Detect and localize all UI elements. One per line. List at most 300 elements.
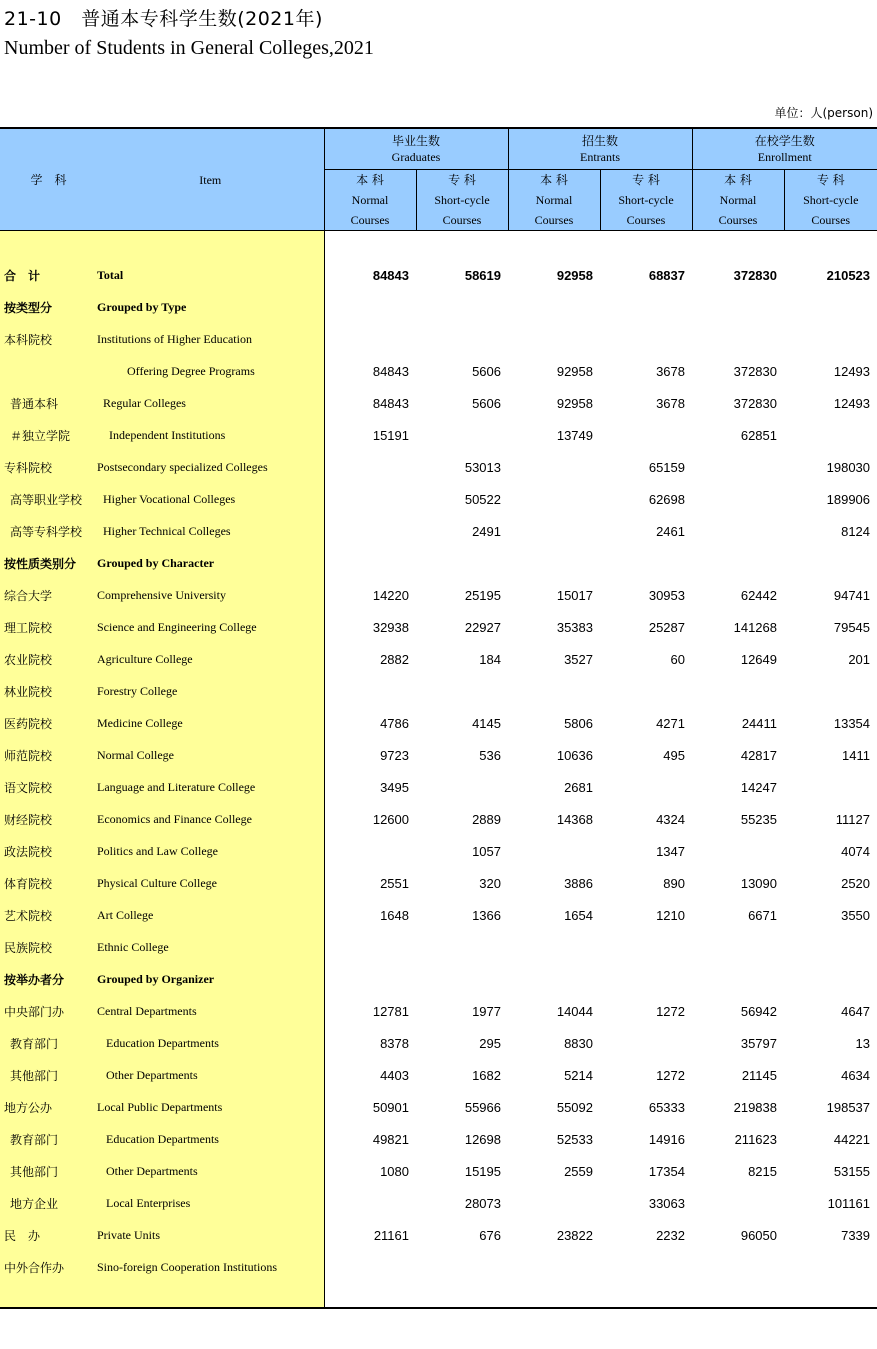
row-label-cn: 语文院校 bbox=[0, 771, 97, 803]
value-cell: 3550 bbox=[841, 907, 871, 923]
table-row bbox=[0, 451, 877, 483]
table-title-cn: 21-10 普通本专科学生数(2021年) bbox=[4, 8, 323, 30]
value-cell: 2551 bbox=[324, 867, 416, 899]
value-cell: 4145 bbox=[472, 715, 501, 731]
row-label-en: Higher Technical Colleges bbox=[97, 515, 324, 547]
value-cell: 79545 bbox=[833, 619, 871, 635]
value-cell bbox=[692, 1187, 784, 1219]
row-label-cn: 医药院校 bbox=[0, 707, 97, 739]
table-row bbox=[0, 1219, 877, 1251]
value-cell: 372830 bbox=[733, 363, 777, 379]
value-cell bbox=[324, 323, 416, 355]
value-cell bbox=[416, 963, 508, 995]
value-cell: 60 bbox=[670, 651, 685, 667]
value-cell bbox=[692, 963, 784, 995]
value-cell: 12649 bbox=[740, 651, 777, 667]
row-label-en: Language and Literature College bbox=[97, 771, 324, 803]
value-cell: 65333 bbox=[648, 1099, 685, 1115]
value-cell bbox=[600, 771, 692, 803]
students-table bbox=[0, 127, 877, 1309]
row-label-en: Institutions of Higher Education bbox=[97, 323, 324, 355]
value-cell: 8378 bbox=[324, 1027, 416, 1059]
value-cell bbox=[508, 483, 600, 515]
value-cell bbox=[600, 1027, 692, 1059]
value-cell: 42817 bbox=[740, 747, 777, 763]
value-cell bbox=[692, 451, 784, 483]
table-row bbox=[0, 707, 877, 739]
row-label-en: Other Departments bbox=[97, 1059, 324, 1091]
row-label-en: Science and Engineering College bbox=[97, 611, 324, 643]
value-cell: 13749 bbox=[556, 427, 593, 443]
subheader-en: Short-cycle bbox=[618, 193, 674, 207]
value-cell: 3678 bbox=[656, 395, 685, 411]
value-cell bbox=[416, 323, 508, 355]
table-row bbox=[0, 323, 877, 355]
value-cell: 2889 bbox=[472, 811, 501, 827]
value-cell: 1272 bbox=[656, 1003, 685, 1019]
value-cell: 15017 bbox=[556, 587, 593, 603]
value-cell bbox=[324, 483, 416, 515]
group-header-enrollment bbox=[692, 128, 877, 170]
value-cell: 15191 bbox=[324, 419, 416, 451]
value-cell: 7339 bbox=[841, 1227, 871, 1243]
row-label-en: Independent Institutions bbox=[97, 419, 324, 451]
row-label-cn: 民族院校 bbox=[0, 931, 97, 963]
row-label-cn bbox=[0, 355, 97, 387]
subheader-en: Courses bbox=[718, 213, 758, 227]
row-label-en: Higher Vocational Colleges bbox=[97, 483, 324, 515]
row-label-cn: 按性质类别分 bbox=[0, 547, 97, 579]
group-header-cn: 招生数 bbox=[581, 134, 618, 148]
value-cell: 101161 bbox=[827, 1195, 871, 1211]
spacer-row bbox=[0, 231, 877, 260]
value-cell: 55966 bbox=[464, 1099, 501, 1115]
value-cell: 4786 bbox=[324, 707, 416, 739]
value-cell bbox=[784, 419, 877, 451]
value-cell bbox=[508, 323, 600, 355]
value-cell: 62851 bbox=[740, 427, 777, 443]
value-cell bbox=[784, 931, 877, 963]
value-cell: 28073 bbox=[464, 1195, 501, 1211]
table-row bbox=[0, 1059, 877, 1091]
subheader-cn: 专 科 bbox=[816, 173, 845, 187]
value-cell: 23822 bbox=[556, 1227, 593, 1243]
row-label-en: Sino-foreign Cooperation Institutions bbox=[97, 1251, 324, 1283]
row-label-en: Art College bbox=[97, 899, 324, 931]
row-label-en: Physical Culture College bbox=[97, 867, 324, 899]
value-cell: 12600 bbox=[324, 803, 416, 835]
value-cell: 1272 bbox=[656, 1067, 685, 1083]
value-cell bbox=[692, 675, 784, 707]
value-cell: 9723 bbox=[324, 739, 416, 771]
row-label-cn: 综合大学 bbox=[0, 579, 97, 611]
value-cell: 8830 bbox=[564, 1035, 593, 1051]
value-cell: 5806 bbox=[564, 715, 593, 731]
subheader-short-cycle-courses bbox=[600, 170, 692, 231]
value-cell: 4634 bbox=[841, 1067, 871, 1083]
value-cell bbox=[416, 931, 508, 963]
value-cell: 5214 bbox=[564, 1067, 593, 1083]
value-cell: 4074 bbox=[841, 843, 871, 859]
subheader-cn: 本 科 bbox=[356, 173, 384, 187]
value-cell: 6671 bbox=[748, 907, 777, 923]
value-cell: 21145 bbox=[741, 1067, 777, 1083]
value-cell: 10636 bbox=[556, 747, 593, 763]
value-cell: 12493 bbox=[833, 395, 871, 411]
table-row bbox=[0, 771, 877, 803]
value-cell: 2882 bbox=[324, 643, 416, 675]
value-cell: 189906 bbox=[826, 491, 871, 507]
value-cell: 13090 bbox=[740, 875, 777, 891]
row-label-cn: 其他部门 bbox=[0, 1059, 97, 1091]
value-cell: 33063 bbox=[648, 1195, 685, 1211]
value-cell bbox=[600, 931, 692, 963]
value-cell bbox=[508, 291, 600, 323]
row-label-cn: 按类型分 bbox=[0, 291, 97, 323]
row-label-cn: 民 办 bbox=[0, 1219, 97, 1251]
row-label-cn: 按举办者分 bbox=[0, 963, 97, 995]
row-label-en: Local Enterprises bbox=[97, 1187, 324, 1219]
value-cell: 65159 bbox=[648, 459, 685, 475]
value-cell bbox=[784, 323, 877, 355]
subheader-cn: 本 科 bbox=[724, 173, 752, 187]
subheader-en: Normal bbox=[351, 193, 389, 207]
value-cell bbox=[600, 1251, 692, 1283]
row-label-en: Regular Colleges bbox=[97, 387, 324, 419]
value-cell bbox=[416, 291, 508, 323]
value-cell: 8215 bbox=[748, 1163, 777, 1179]
value-cell: 44221 bbox=[833, 1131, 871, 1147]
table-row bbox=[0, 579, 877, 611]
value-cell: 22927 bbox=[464, 619, 501, 635]
value-cell: 295 bbox=[479, 1035, 501, 1051]
unit-label: 单位：人(person) bbox=[774, 106, 873, 120]
row-label-cn: 教育部门 bbox=[0, 1027, 97, 1059]
row-label-en: Central Departments bbox=[97, 995, 324, 1027]
row-label-cn: 地方公办 bbox=[0, 1091, 97, 1123]
subheader-normal-courses bbox=[692, 170, 784, 231]
item-header-cn: 学 科 bbox=[0, 128, 97, 231]
value-cell: 1977 bbox=[472, 1003, 501, 1019]
value-cell bbox=[508, 1187, 600, 1219]
value-cell: 24411 bbox=[741, 715, 777, 731]
value-cell bbox=[508, 451, 600, 483]
value-cell: 58619 bbox=[464, 267, 501, 283]
subheader-normal-courses bbox=[508, 170, 600, 231]
value-cell: 2461 bbox=[656, 523, 685, 539]
row-label-en: Postsecondary specialized Colleges bbox=[97, 451, 324, 483]
value-cell: 11127 bbox=[835, 811, 871, 827]
value-cell: 4271 bbox=[656, 715, 685, 731]
row-label-cn: 本科院校 bbox=[0, 323, 97, 355]
value-cell: 1682 bbox=[472, 1067, 501, 1083]
value-cell bbox=[324, 291, 416, 323]
value-cell: 32938 bbox=[324, 611, 416, 643]
row-label-cn: 中外合作办 bbox=[0, 1251, 97, 1283]
value-cell: 2520 bbox=[841, 875, 871, 891]
group-header-en: Graduates bbox=[391, 150, 441, 164]
value-cell: 184 bbox=[479, 651, 501, 667]
row-label-cn: 合 计 bbox=[0, 259, 97, 291]
value-cell: 5606 bbox=[472, 363, 501, 379]
value-cell bbox=[508, 515, 600, 547]
value-cell bbox=[692, 835, 784, 867]
value-cell bbox=[600, 675, 692, 707]
group-header-cn: 毕业生数 bbox=[391, 134, 440, 148]
value-cell: 13354 bbox=[833, 715, 871, 731]
value-cell bbox=[324, 451, 416, 483]
value-cell: 14044 bbox=[556, 1003, 593, 1019]
row-label-cn: ＃独立学院 bbox=[0, 419, 97, 451]
value-cell: 3527 bbox=[564, 651, 593, 667]
table-title-en: Number of Students in General Colleges,2021 bbox=[4, 37, 374, 59]
value-cell bbox=[784, 675, 877, 707]
value-cell bbox=[692, 515, 784, 547]
table-row bbox=[0, 419, 877, 451]
value-cell: 5606 bbox=[472, 395, 501, 411]
value-cell: 4647 bbox=[841, 1003, 871, 1019]
value-cell: 141268 bbox=[733, 619, 777, 635]
table-row bbox=[0, 675, 877, 707]
table-row bbox=[0, 355, 877, 387]
row-label-cn: 农业院校 bbox=[0, 643, 97, 675]
value-cell: 320 bbox=[479, 875, 501, 891]
value-cell: 35383 bbox=[556, 619, 593, 635]
value-cell bbox=[784, 963, 877, 995]
value-cell bbox=[324, 835, 416, 867]
value-cell bbox=[324, 547, 416, 579]
value-cell: 62442 bbox=[740, 587, 777, 603]
value-cell bbox=[324, 675, 416, 707]
value-cell bbox=[416, 771, 508, 803]
subheader-en: Courses bbox=[811, 213, 851, 227]
value-cell bbox=[600, 291, 692, 323]
table-row bbox=[0, 867, 877, 899]
value-cell: 62698 bbox=[648, 491, 685, 507]
table-end-row bbox=[0, 1283, 877, 1308]
value-cell bbox=[784, 1251, 877, 1283]
value-cell bbox=[508, 963, 600, 995]
value-cell: 30953 bbox=[648, 587, 685, 603]
value-cell: 50901 bbox=[324, 1091, 416, 1123]
row-label-en: Total bbox=[97, 259, 324, 291]
row-label-cn: 林业院校 bbox=[0, 675, 97, 707]
value-cell: 96050 bbox=[740, 1227, 777, 1243]
value-cell: 14247 bbox=[740, 779, 777, 795]
value-cell: 55092 bbox=[556, 1099, 593, 1115]
subheader-short-cycle-courses bbox=[416, 170, 508, 231]
value-cell bbox=[416, 675, 508, 707]
value-cell bbox=[508, 1251, 600, 1283]
value-cell bbox=[692, 1251, 784, 1283]
table-row bbox=[0, 1187, 877, 1219]
value-cell: 3495 bbox=[324, 771, 416, 803]
table-row bbox=[0, 1027, 877, 1059]
value-cell bbox=[692, 483, 784, 515]
table-row bbox=[0, 483, 877, 515]
value-cell: 50522 bbox=[464, 491, 501, 507]
value-cell: 8124 bbox=[841, 523, 871, 539]
row-label-cn: 教育部门 bbox=[0, 1123, 97, 1155]
value-cell: 92958 bbox=[556, 395, 593, 411]
table-row bbox=[0, 963, 877, 995]
table-row bbox=[0, 547, 877, 579]
value-cell: 14368 bbox=[556, 811, 593, 827]
value-cell: 3678 bbox=[656, 363, 685, 379]
value-cell: 12781 bbox=[324, 995, 416, 1027]
row-label-en: Economics and Finance College bbox=[97, 803, 324, 835]
row-label-en: Grouped by Organizer bbox=[97, 963, 324, 995]
value-cell: 94741 bbox=[833, 587, 871, 603]
value-cell: 56942 bbox=[740, 1003, 777, 1019]
value-cell: 201 bbox=[848, 651, 871, 667]
table-row bbox=[0, 1251, 877, 1283]
value-cell: 53155 bbox=[833, 1163, 871, 1179]
value-cell bbox=[784, 291, 877, 323]
table-row bbox=[0, 899, 877, 931]
table-row bbox=[0, 835, 877, 867]
value-cell bbox=[324, 515, 416, 547]
row-label-en: Agriculture College bbox=[97, 643, 324, 675]
row-label-en: Grouped by Type bbox=[97, 291, 324, 323]
row-label-cn: 高等职业学校 bbox=[0, 483, 97, 515]
subheader-en: Normal bbox=[535, 193, 573, 207]
value-cell: 4403 bbox=[324, 1059, 416, 1091]
subheader-en: Short-cycle bbox=[434, 193, 490, 207]
value-cell: 2491 bbox=[472, 523, 501, 539]
value-cell: 372830 bbox=[733, 267, 777, 283]
value-cell bbox=[784, 771, 877, 803]
value-cell: 13 bbox=[855, 1035, 871, 1051]
group-header-entrants bbox=[508, 128, 692, 170]
row-label-cn: 政法院校 bbox=[0, 835, 97, 867]
value-cell bbox=[324, 1251, 416, 1283]
value-cell: 14916 bbox=[648, 1131, 685, 1147]
value-cell: 84843 bbox=[324, 355, 416, 387]
value-cell bbox=[508, 835, 600, 867]
table-row bbox=[0, 259, 877, 291]
value-cell: 25287 bbox=[648, 619, 685, 635]
value-cell: 676 bbox=[479, 1227, 501, 1243]
value-cell bbox=[600, 419, 692, 451]
row-label-cn: 财经院校 bbox=[0, 803, 97, 835]
subheader-cn: 本 科 bbox=[540, 173, 568, 187]
value-cell: 1411 bbox=[842, 747, 871, 763]
subheader-cn: 专 科 bbox=[448, 173, 476, 187]
value-cell: 198537 bbox=[826, 1099, 871, 1115]
value-cell: 890 bbox=[663, 875, 685, 891]
subheader-cn: 专 科 bbox=[632, 173, 660, 187]
value-cell: 1057 bbox=[472, 843, 501, 859]
table-row bbox=[0, 643, 877, 675]
table-row bbox=[0, 387, 877, 419]
group-header-graduates bbox=[324, 128, 508, 170]
value-cell bbox=[600, 547, 692, 579]
value-cell bbox=[508, 547, 600, 579]
item-header-en: Item bbox=[97, 128, 324, 231]
row-label-cn: 高等专科学校 bbox=[0, 515, 97, 547]
value-cell: 92958 bbox=[556, 267, 593, 283]
row-label-en: Comprehensive University bbox=[97, 579, 324, 611]
value-cell: 53013 bbox=[464, 459, 501, 475]
value-cell: 1210 bbox=[656, 907, 685, 923]
value-cell bbox=[692, 291, 784, 323]
value-cell bbox=[324, 1187, 416, 1219]
value-cell: 49821 bbox=[324, 1123, 416, 1155]
value-cell: 35797 bbox=[740, 1035, 777, 1051]
row-label-en: Private Units bbox=[97, 1219, 324, 1251]
table-row bbox=[0, 1123, 877, 1155]
value-cell: 198030 bbox=[826, 459, 871, 475]
row-label-cn: 其他部门 bbox=[0, 1155, 97, 1187]
value-cell: 1654 bbox=[564, 907, 593, 923]
value-cell: 2681 bbox=[564, 779, 593, 795]
value-cell: 84843 bbox=[324, 259, 416, 291]
subheader-normal-courses bbox=[324, 170, 416, 231]
value-cell bbox=[416, 1251, 508, 1283]
row-label-en: Politics and Law College bbox=[97, 835, 324, 867]
value-cell: 3886 bbox=[564, 875, 593, 891]
value-cell: 2559 bbox=[564, 1163, 593, 1179]
value-cell: 1648 bbox=[324, 899, 416, 931]
value-cell: 25195 bbox=[464, 587, 501, 603]
value-cell: 12493 bbox=[833, 363, 871, 379]
table-row bbox=[0, 739, 877, 771]
value-cell bbox=[692, 931, 784, 963]
value-cell bbox=[416, 547, 508, 579]
value-cell: 2232 bbox=[656, 1227, 685, 1243]
subheader-en: Short-cycle bbox=[803, 193, 859, 207]
value-cell bbox=[508, 675, 600, 707]
row-label-en: Forestry College bbox=[97, 675, 324, 707]
value-cell: 84843 bbox=[324, 387, 416, 419]
row-label-en: Medicine College bbox=[97, 707, 324, 739]
row-label-cn: 中央部门办 bbox=[0, 995, 97, 1027]
row-label-cn: 师范院校 bbox=[0, 739, 97, 771]
row-label-en: Local Public Departments bbox=[97, 1091, 324, 1123]
row-label-cn: 艺术院校 bbox=[0, 899, 97, 931]
value-cell: 12698 bbox=[464, 1131, 501, 1147]
row-label-en: Ethnic College bbox=[97, 931, 324, 963]
row-label-en: Education Departments bbox=[97, 1027, 324, 1059]
table-row bbox=[0, 995, 877, 1027]
value-cell bbox=[692, 323, 784, 355]
value-cell: 68837 bbox=[648, 267, 685, 283]
value-cell: 536 bbox=[479, 747, 501, 763]
table-row bbox=[0, 515, 877, 547]
value-cell: 219838 bbox=[733, 1099, 777, 1115]
row-label-cn: 专科院校 bbox=[0, 451, 97, 483]
value-cell bbox=[508, 931, 600, 963]
table-row bbox=[0, 803, 877, 835]
value-cell bbox=[416, 419, 508, 451]
table-row bbox=[0, 1155, 877, 1187]
group-header-cn: 在校学生数 bbox=[754, 134, 815, 148]
subheader-en: Courses bbox=[626, 213, 666, 227]
table-row bbox=[0, 1091, 877, 1123]
row-label-cn: 体育院校 bbox=[0, 867, 97, 899]
value-cell: 372830 bbox=[733, 395, 777, 411]
group-header-en: Entrants bbox=[580, 150, 620, 164]
row-label-en: Grouped by Character bbox=[97, 547, 324, 579]
subheader-en: Normal bbox=[719, 193, 757, 207]
value-cell bbox=[324, 963, 416, 995]
row-label-en: Other Departments bbox=[97, 1155, 324, 1187]
value-cell: 1080 bbox=[324, 1155, 416, 1187]
row-label-en: Normal College bbox=[97, 739, 324, 771]
value-cell: 495 bbox=[663, 747, 685, 763]
value-cell bbox=[324, 931, 416, 963]
